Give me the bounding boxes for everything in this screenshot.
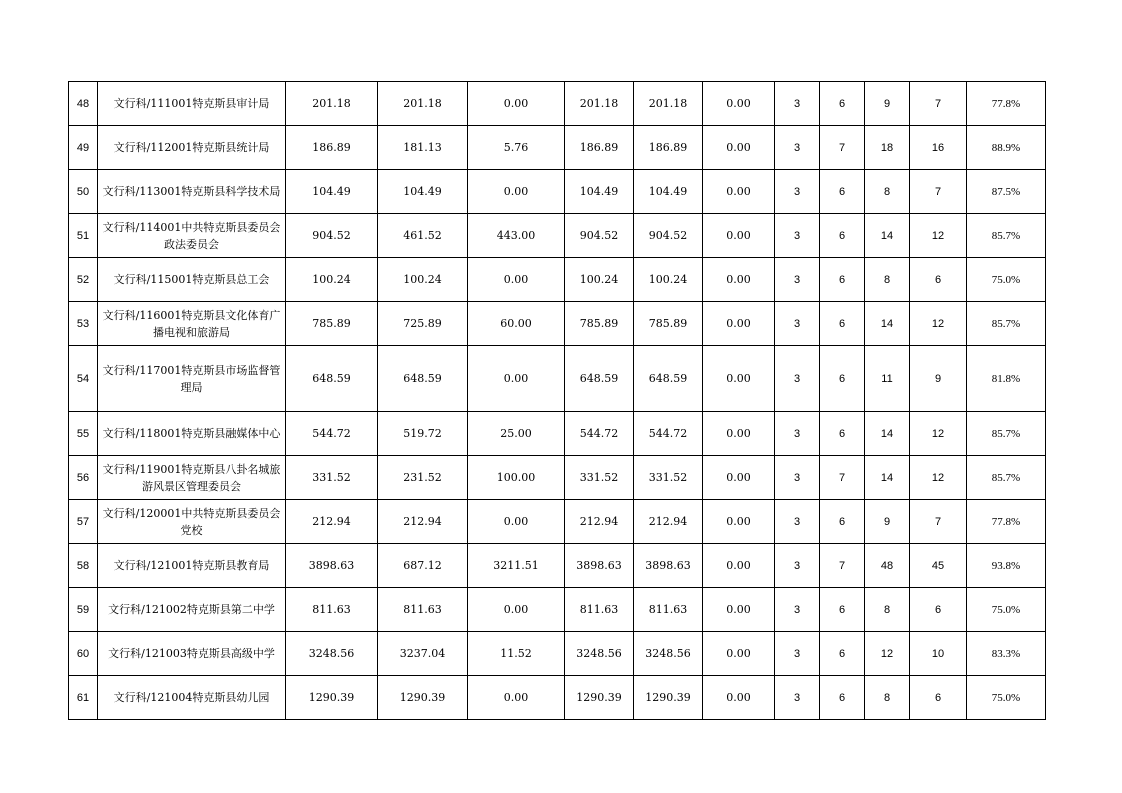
value-5-cell: 904.52 bbox=[634, 214, 703, 258]
value-4-cell: 212.94 bbox=[565, 500, 634, 544]
value-3-cell: 0.00 bbox=[468, 82, 565, 126]
count-4-cell: 7 bbox=[910, 82, 967, 126]
value-2-cell: 212.94 bbox=[378, 500, 468, 544]
unit-name-text: 文行科/119001特克斯县八卦名城旅游风景区管理委员会 bbox=[102, 462, 281, 493]
value-3-cell: 60.00 bbox=[468, 302, 565, 346]
value-1-cell: 904.52 bbox=[286, 214, 378, 258]
value-3-cell: 25.00 bbox=[468, 412, 565, 456]
value-5-cell: 648.59 bbox=[634, 346, 703, 412]
unit-name-cell bbox=[98, 170, 286, 214]
row-index-cell: 56 bbox=[69, 456, 98, 500]
value-2-cell: 3237.04 bbox=[378, 632, 468, 676]
value-2-cell: 104.49 bbox=[378, 170, 468, 214]
value-5-cell: 3248.56 bbox=[634, 632, 703, 676]
value-2-cell: 100.24 bbox=[378, 258, 468, 302]
value-3-cell: 0.00 bbox=[468, 346, 565, 412]
rate-cell: 83.3% bbox=[967, 632, 1046, 676]
row-index-cell: 60 bbox=[69, 632, 98, 676]
table-row bbox=[69, 676, 1046, 720]
unit-name-cell bbox=[98, 412, 286, 456]
count-1-cell: 3 bbox=[775, 170, 820, 214]
unit-name-text: 文行科/112001特克斯县统计局 bbox=[113, 141, 270, 154]
value-6-cell: 0.00 bbox=[703, 214, 775, 258]
value-4-cell: 104.49 bbox=[565, 170, 634, 214]
count-1-cell: 3 bbox=[775, 588, 820, 632]
row-index-cell: 54 bbox=[69, 346, 98, 412]
count-2-cell: 6 bbox=[820, 82, 865, 126]
count-2-cell: 6 bbox=[820, 170, 865, 214]
value-1-cell: 3898.63 bbox=[286, 544, 378, 588]
count-3-cell: 9 bbox=[865, 500, 910, 544]
count-3-cell: 18 bbox=[865, 126, 910, 170]
unit-name-cell bbox=[98, 214, 286, 258]
value-5-cell: 544.72 bbox=[634, 412, 703, 456]
count-1-cell: 3 bbox=[775, 302, 820, 346]
value-1-cell: 648.59 bbox=[286, 346, 378, 412]
count-3-cell: 11 bbox=[865, 346, 910, 412]
count-3-cell: 14 bbox=[865, 214, 910, 258]
rate-cell: 85.7% bbox=[967, 412, 1046, 456]
unit-name-text: 文行科/115001特克斯县总工会 bbox=[113, 273, 270, 286]
value-5-cell: 201.18 bbox=[634, 82, 703, 126]
table-row bbox=[69, 82, 1046, 126]
count-4-cell: 12 bbox=[910, 302, 967, 346]
row-index-cell: 48 bbox=[69, 82, 98, 126]
value-6-cell: 0.00 bbox=[703, 588, 775, 632]
unit-name-cell bbox=[98, 676, 286, 720]
unit-name-cell bbox=[98, 544, 286, 588]
table-body bbox=[69, 82, 1046, 720]
count-3-cell: 14 bbox=[865, 302, 910, 346]
table-row bbox=[69, 500, 1046, 544]
unit-name-text: 文行科/111001特克斯县审计局 bbox=[113, 97, 270, 110]
rate-cell: 85.7% bbox=[967, 456, 1046, 500]
value-3-cell: 0.00 bbox=[468, 676, 565, 720]
value-4-cell: 904.52 bbox=[565, 214, 634, 258]
value-3-cell: 11.52 bbox=[468, 632, 565, 676]
unit-name-cell bbox=[98, 82, 286, 126]
count-2-cell: 6 bbox=[820, 632, 865, 676]
count-2-cell: 6 bbox=[820, 258, 865, 302]
count-4-cell: 9 bbox=[910, 346, 967, 412]
unit-name-text: 文行科/117001特克斯县市场监督管理局 bbox=[102, 363, 281, 394]
row-index-cell: 57 bbox=[69, 500, 98, 544]
count-4-cell: 12 bbox=[910, 214, 967, 258]
unit-name-cell bbox=[98, 346, 286, 412]
value-2-cell: 181.13 bbox=[378, 126, 468, 170]
count-1-cell: 3 bbox=[775, 126, 820, 170]
value-1-cell: 785.89 bbox=[286, 302, 378, 346]
row-index-cell: 59 bbox=[69, 588, 98, 632]
count-3-cell: 8 bbox=[865, 676, 910, 720]
rate-cell: 75.0% bbox=[967, 588, 1046, 632]
value-3-cell: 100.00 bbox=[468, 456, 565, 500]
row-index-cell: 55 bbox=[69, 412, 98, 456]
value-6-cell: 0.00 bbox=[703, 126, 775, 170]
count-1-cell: 3 bbox=[775, 82, 820, 126]
unit-name-cell bbox=[98, 588, 286, 632]
table-row bbox=[69, 302, 1046, 346]
count-2-cell: 6 bbox=[820, 500, 865, 544]
unit-name-cell bbox=[98, 302, 286, 346]
count-3-cell: 14 bbox=[865, 412, 910, 456]
row-index-cell: 50 bbox=[69, 170, 98, 214]
value-6-cell: 0.00 bbox=[703, 170, 775, 214]
value-2-cell: 725.89 bbox=[378, 302, 468, 346]
value-4-cell: 331.52 bbox=[565, 456, 634, 500]
count-2-cell: 6 bbox=[820, 214, 865, 258]
table-row bbox=[69, 544, 1046, 588]
unit-name-cell bbox=[98, 258, 286, 302]
table-row bbox=[69, 346, 1046, 412]
unit-name-cell bbox=[98, 456, 286, 500]
value-3-cell: 0.00 bbox=[468, 170, 565, 214]
count-2-cell: 6 bbox=[820, 346, 865, 412]
rate-cell: 85.7% bbox=[967, 302, 1046, 346]
row-index-cell: 52 bbox=[69, 258, 98, 302]
unit-name-text: 文行科/121002特克斯县第二中学 bbox=[108, 603, 275, 616]
row-index-cell: 58 bbox=[69, 544, 98, 588]
unit-name-text: 文行科/114001中共特克斯县委员会政法委员会 bbox=[102, 220, 281, 251]
unit-name-text: 文行科/121003特克斯县高级中学 bbox=[108, 647, 275, 660]
count-4-cell: 6 bbox=[910, 588, 967, 632]
value-6-cell: 0.00 bbox=[703, 676, 775, 720]
value-6-cell: 0.00 bbox=[703, 346, 775, 412]
count-3-cell: 8 bbox=[865, 588, 910, 632]
value-5-cell: 212.94 bbox=[634, 500, 703, 544]
count-1-cell: 3 bbox=[775, 346, 820, 412]
value-4-cell: 785.89 bbox=[565, 302, 634, 346]
value-4-cell: 201.18 bbox=[565, 82, 634, 126]
count-2-cell: 6 bbox=[820, 302, 865, 346]
value-5-cell: 186.89 bbox=[634, 126, 703, 170]
rate-cell: 77.8% bbox=[967, 500, 1046, 544]
rate-cell: 81.8% bbox=[967, 346, 1046, 412]
value-2-cell: 811.63 bbox=[378, 588, 468, 632]
value-2-cell: 231.52 bbox=[378, 456, 468, 500]
value-2-cell: 648.59 bbox=[378, 346, 468, 412]
rate-cell: 77.8% bbox=[967, 82, 1046, 126]
budget-table bbox=[68, 81, 1046, 720]
count-2-cell: 6 bbox=[820, 588, 865, 632]
value-2-cell: 519.72 bbox=[378, 412, 468, 456]
value-1-cell: 104.49 bbox=[286, 170, 378, 214]
value-5-cell: 785.89 bbox=[634, 302, 703, 346]
count-3-cell: 8 bbox=[865, 258, 910, 302]
value-6-cell: 0.00 bbox=[703, 258, 775, 302]
count-3-cell: 14 bbox=[865, 456, 910, 500]
count-4-cell: 7 bbox=[910, 170, 967, 214]
value-5-cell: 100.24 bbox=[634, 258, 703, 302]
value-2-cell: 461.52 bbox=[378, 214, 468, 258]
table-row bbox=[69, 214, 1046, 258]
value-4-cell: 811.63 bbox=[565, 588, 634, 632]
count-4-cell: 16 bbox=[910, 126, 967, 170]
count-2-cell: 7 bbox=[820, 126, 865, 170]
value-1-cell: 212.94 bbox=[286, 500, 378, 544]
count-1-cell: 3 bbox=[775, 632, 820, 676]
table-row bbox=[69, 456, 1046, 500]
count-4-cell: 10 bbox=[910, 632, 967, 676]
value-3-cell: 0.00 bbox=[468, 500, 565, 544]
unit-name-cell bbox=[98, 632, 286, 676]
unit-name-text: 文行科/116001特克斯县文化体育广播电视和旅游局 bbox=[102, 308, 281, 339]
rate-cell: 85.7% bbox=[967, 214, 1046, 258]
value-2-cell: 687.12 bbox=[378, 544, 468, 588]
value-6-cell: 0.00 bbox=[703, 82, 775, 126]
unit-name-text: 文行科/113001特克斯县科学技术局 bbox=[102, 185, 281, 198]
rate-cell: 88.9% bbox=[967, 126, 1046, 170]
count-1-cell: 3 bbox=[775, 412, 820, 456]
count-1-cell: 3 bbox=[775, 544, 820, 588]
count-2-cell: 6 bbox=[820, 412, 865, 456]
value-6-cell: 0.00 bbox=[703, 500, 775, 544]
value-6-cell: 0.00 bbox=[703, 544, 775, 588]
value-5-cell: 104.49 bbox=[634, 170, 703, 214]
count-2-cell: 6 bbox=[820, 676, 865, 720]
value-4-cell: 648.59 bbox=[565, 346, 634, 412]
count-3-cell: 8 bbox=[865, 170, 910, 214]
unit-name-cell bbox=[98, 126, 286, 170]
unit-name-text: 文行科/120001中共特克斯县委员会党校 bbox=[102, 506, 281, 537]
value-1-cell: 100.24 bbox=[286, 258, 378, 302]
count-1-cell: 3 bbox=[775, 676, 820, 720]
rate-cell: 93.8% bbox=[967, 544, 1046, 588]
count-1-cell: 3 bbox=[775, 214, 820, 258]
value-1-cell: 811.63 bbox=[286, 588, 378, 632]
table-row bbox=[69, 258, 1046, 302]
count-4-cell: 6 bbox=[910, 676, 967, 720]
value-1-cell: 544.72 bbox=[286, 412, 378, 456]
value-1-cell: 3248.56 bbox=[286, 632, 378, 676]
count-4-cell: 6 bbox=[910, 258, 967, 302]
value-5-cell: 1290.39 bbox=[634, 676, 703, 720]
value-2-cell: 1290.39 bbox=[378, 676, 468, 720]
value-3-cell: 3211.51 bbox=[468, 544, 565, 588]
row-index-cell: 61 bbox=[69, 676, 98, 720]
value-3-cell: 5.76 bbox=[468, 126, 565, 170]
row-index-cell: 49 bbox=[69, 126, 98, 170]
unit-name-text: 文行科/121001特克斯县教育局 bbox=[113, 559, 270, 572]
row-index-cell: 53 bbox=[69, 302, 98, 346]
count-1-cell: 3 bbox=[775, 456, 820, 500]
value-1-cell: 201.18 bbox=[286, 82, 378, 126]
count-4-cell: 7 bbox=[910, 500, 967, 544]
count-4-cell: 12 bbox=[910, 456, 967, 500]
value-1-cell: 186.89 bbox=[286, 126, 378, 170]
rate-cell: 87.5% bbox=[967, 170, 1046, 214]
value-5-cell: 811.63 bbox=[634, 588, 703, 632]
value-4-cell: 186.89 bbox=[565, 126, 634, 170]
value-4-cell: 3898.63 bbox=[565, 544, 634, 588]
value-1-cell: 1290.39 bbox=[286, 676, 378, 720]
count-3-cell: 12 bbox=[865, 632, 910, 676]
value-6-cell: 0.00 bbox=[703, 412, 775, 456]
count-4-cell: 12 bbox=[910, 412, 967, 456]
value-5-cell: 331.52 bbox=[634, 456, 703, 500]
value-6-cell: 0.00 bbox=[703, 456, 775, 500]
table-row bbox=[69, 588, 1046, 632]
unit-name-text: 文行科/118001特克斯县融媒体中心 bbox=[102, 427, 281, 440]
count-3-cell: 9 bbox=[865, 82, 910, 126]
value-4-cell: 544.72 bbox=[565, 412, 634, 456]
table-row bbox=[69, 412, 1046, 456]
table-row bbox=[69, 170, 1046, 214]
count-3-cell: 48 bbox=[865, 544, 910, 588]
value-6-cell: 0.00 bbox=[703, 302, 775, 346]
count-2-cell: 7 bbox=[820, 456, 865, 500]
rate-cell: 75.0% bbox=[967, 676, 1046, 720]
value-1-cell: 331.52 bbox=[286, 456, 378, 500]
row-index-cell: 51 bbox=[69, 214, 98, 258]
value-4-cell: 100.24 bbox=[565, 258, 634, 302]
value-3-cell: 0.00 bbox=[468, 258, 565, 302]
value-4-cell: 1290.39 bbox=[565, 676, 634, 720]
count-1-cell: 3 bbox=[775, 258, 820, 302]
value-3-cell: 0.00 bbox=[468, 588, 565, 632]
value-3-cell: 443.00 bbox=[468, 214, 565, 258]
table-row bbox=[69, 126, 1046, 170]
value-2-cell: 201.18 bbox=[378, 82, 468, 126]
value-6-cell: 0.00 bbox=[703, 632, 775, 676]
unit-name-cell bbox=[98, 500, 286, 544]
count-4-cell: 45 bbox=[910, 544, 967, 588]
count-2-cell: 7 bbox=[820, 544, 865, 588]
table-row bbox=[69, 632, 1046, 676]
value-5-cell: 3898.63 bbox=[634, 544, 703, 588]
unit-name-text: 文行科/121004特克斯县幼儿园 bbox=[113, 691, 270, 704]
count-1-cell: 3 bbox=[775, 500, 820, 544]
value-4-cell: 3248.56 bbox=[565, 632, 634, 676]
rate-cell: 75.0% bbox=[967, 258, 1046, 302]
